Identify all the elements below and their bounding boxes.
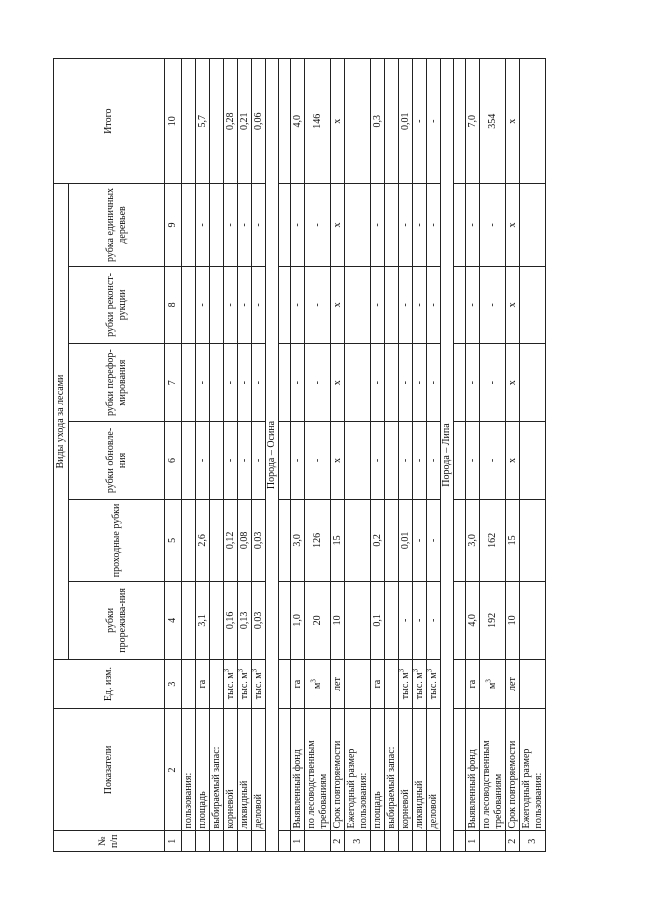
row-unit: га xyxy=(291,659,305,709)
row-number: 2 xyxy=(506,831,520,852)
header-type-reformation: рубки перефор-мирования xyxy=(69,344,165,422)
row-value: 162 xyxy=(480,499,506,581)
row-value: 2,6 xyxy=(196,499,210,581)
row-value: х xyxy=(331,184,345,266)
table-row xyxy=(224,59,238,852)
row-value: 0,1 xyxy=(371,581,385,659)
row-value: - xyxy=(427,581,441,659)
row-value xyxy=(210,184,224,266)
section-row xyxy=(266,59,279,852)
row-value: - xyxy=(413,266,427,344)
spacer-cell xyxy=(454,344,466,422)
row-value xyxy=(385,422,399,500)
row-value xyxy=(520,499,546,581)
row-value: - xyxy=(399,184,413,266)
row-value xyxy=(210,422,224,500)
table-row xyxy=(427,59,441,852)
row-number xyxy=(385,831,399,852)
row-value: - xyxy=(291,344,305,422)
spacer-cell xyxy=(454,831,466,852)
row-total xyxy=(520,59,546,184)
row-number: 2 xyxy=(331,831,345,852)
section-title: Порода – Осина xyxy=(266,59,279,852)
row-value: - xyxy=(252,266,266,344)
row-value: - xyxy=(196,344,210,422)
row-unit: тыс. $м^3$ xyxy=(238,659,252,709)
spacer-cell xyxy=(454,59,466,184)
row-value: - xyxy=(238,184,252,266)
row-value: 10 xyxy=(331,581,345,659)
row-value: - xyxy=(427,266,441,344)
row-total: 0,06 xyxy=(252,59,266,184)
row-indicator: площадь xyxy=(196,709,210,831)
row-value: - xyxy=(371,344,385,422)
table-row xyxy=(466,59,480,852)
row-value: - xyxy=(238,422,252,500)
row-value xyxy=(520,581,546,659)
row-unit: $м^3$ xyxy=(480,659,506,709)
row-value: - xyxy=(291,184,305,266)
row-value xyxy=(520,344,546,422)
col-number: 5 xyxy=(165,499,182,581)
row-value: - xyxy=(224,266,238,344)
row-unit: тыс. $м^3$ xyxy=(427,659,441,709)
row-value xyxy=(182,266,196,344)
row-number xyxy=(224,831,238,852)
header-indicator: Показатели xyxy=(54,709,165,831)
col-number: 10 xyxy=(165,59,182,184)
row-total xyxy=(182,59,196,184)
row-value: - xyxy=(305,184,331,266)
row-value xyxy=(345,422,371,500)
row-value: - xyxy=(224,344,238,422)
row-number: 1 xyxy=(466,831,480,852)
spacer-row xyxy=(454,59,466,852)
table-row xyxy=(345,59,371,852)
spacer-cell xyxy=(454,581,466,659)
row-indicator: деловой xyxy=(252,709,266,831)
table-row xyxy=(331,59,345,852)
row-value: - xyxy=(413,184,427,266)
row-value xyxy=(345,499,371,581)
spacer-cell xyxy=(454,266,466,344)
row-value xyxy=(182,581,196,659)
header-type-reconstruction: рубки реконст-рукции xyxy=(69,266,165,344)
row-value: 126 xyxy=(305,499,331,581)
col-number: 6 xyxy=(165,422,182,500)
spacer-cell xyxy=(279,659,291,709)
row-value xyxy=(210,344,224,422)
row-value: 0,2 xyxy=(371,499,385,581)
row-unit xyxy=(210,659,224,709)
row-value: - xyxy=(427,422,441,500)
row-value: - xyxy=(224,184,238,266)
row-value: 0,13 xyxy=(238,581,252,659)
row-indicator: по лесоводственным требованиям xyxy=(480,709,506,831)
header-no: № п/п xyxy=(54,831,165,852)
row-value xyxy=(385,581,399,659)
row-indicator: ликвидный xyxy=(238,709,252,831)
spacer-cell xyxy=(454,709,466,831)
row-value: х xyxy=(506,344,520,422)
row-number xyxy=(480,831,506,852)
table-row xyxy=(480,59,506,852)
col-number: 1 xyxy=(165,831,182,852)
row-indicator: Выявленный фонд xyxy=(291,709,305,831)
row-value: 0,03 xyxy=(252,499,266,581)
table-row xyxy=(305,59,331,852)
spacer-cell xyxy=(279,831,291,852)
row-value: 15 xyxy=(506,499,520,581)
row-total: 0,3 xyxy=(371,59,385,184)
spacer-cell xyxy=(279,499,291,581)
row-value: - xyxy=(371,266,385,344)
section-title: Порода – Липа xyxy=(441,59,454,852)
row-value: 3,0 xyxy=(466,499,480,581)
row-value: 3,1 xyxy=(196,581,210,659)
row-value: - xyxy=(196,266,210,344)
row-unit: га xyxy=(466,659,480,709)
row-value: - xyxy=(238,266,252,344)
row-total xyxy=(210,59,224,184)
row-value: - xyxy=(480,344,506,422)
table-row xyxy=(196,59,210,852)
row-number xyxy=(210,831,224,852)
row-value xyxy=(385,499,399,581)
row-value: 0,12 xyxy=(224,499,238,581)
row-unit: тыс. $м^3$ xyxy=(413,659,427,709)
row-value: х xyxy=(331,266,345,344)
row-value: 15 xyxy=(331,499,345,581)
row-unit: тыс. $м^3$ xyxy=(252,659,266,709)
header-type-single-trees: рубка единичных деревьев xyxy=(69,184,165,266)
row-total: 0,28 xyxy=(224,59,238,184)
spacer-cell xyxy=(279,581,291,659)
row-indicator: Ежегодный размер пользования: xyxy=(345,709,371,831)
table-row xyxy=(252,59,266,852)
col-number: 9 xyxy=(165,184,182,266)
row-number xyxy=(427,831,441,852)
row-value xyxy=(345,184,371,266)
row-value: - xyxy=(252,344,266,422)
table-row xyxy=(210,59,224,852)
row-total: 354 xyxy=(480,59,506,184)
row-value: - xyxy=(252,184,266,266)
row-value: - xyxy=(305,344,331,422)
row-total: 4,0 xyxy=(291,59,305,184)
row-value xyxy=(210,499,224,581)
row-value xyxy=(385,266,399,344)
row-value: - xyxy=(224,422,238,500)
row-total: х xyxy=(506,59,520,184)
row-value: 10 xyxy=(506,581,520,659)
row-value: - xyxy=(427,344,441,422)
row-indicator: выбираемый запас: xyxy=(210,709,224,831)
row-number xyxy=(305,831,331,852)
row-number xyxy=(399,831,413,852)
row-value: - xyxy=(413,581,427,659)
row-unit: лет xyxy=(506,659,520,709)
header-type-passage: проходные рубки xyxy=(69,499,165,581)
table-row xyxy=(520,59,546,852)
row-value: - xyxy=(399,422,413,500)
row-total: - xyxy=(427,59,441,184)
row-number xyxy=(196,831,210,852)
row-total: 0,01 xyxy=(399,59,413,184)
row-value: - xyxy=(480,266,506,344)
row-number: 3 xyxy=(345,831,371,852)
row-value: - xyxy=(427,499,441,581)
row-value: - xyxy=(252,422,266,500)
row-value xyxy=(520,184,546,266)
row-value xyxy=(182,422,196,500)
header-unit: Ед. изм. xyxy=(54,659,165,709)
row-value: х xyxy=(506,184,520,266)
col-number: 7 xyxy=(165,344,182,422)
column-numbers-row xyxy=(165,59,182,852)
row-number xyxy=(182,831,196,852)
section-row xyxy=(441,59,454,852)
header-total: Итого xyxy=(54,59,165,184)
row-value: 4,0 xyxy=(466,581,480,659)
row-value: - xyxy=(291,266,305,344)
row-value: - xyxy=(305,422,331,500)
spacer-cell xyxy=(279,422,291,500)
row-value: 0,08 xyxy=(238,499,252,581)
row-indicator: Срок повторяемости xyxy=(331,709,345,831)
row-indicator: площадь xyxy=(371,709,385,831)
row-value: - xyxy=(399,266,413,344)
row-value: - xyxy=(480,184,506,266)
row-unit xyxy=(345,659,371,709)
row-unit xyxy=(520,659,546,709)
col-number: 2 xyxy=(165,709,182,831)
spacer-row xyxy=(279,59,291,852)
row-value xyxy=(520,422,546,500)
table-row xyxy=(506,59,520,852)
row-indicator: Выявленный фонд xyxy=(466,709,480,831)
row-value xyxy=(210,266,224,344)
row-value: 0,01 xyxy=(399,499,413,581)
spacer-cell xyxy=(454,184,466,266)
row-total xyxy=(345,59,371,184)
row-indicator: корневой xyxy=(224,709,238,831)
row-indicator: пользования: xyxy=(182,709,196,831)
row-indicator: выбираемый запас: xyxy=(385,709,399,831)
table-row xyxy=(371,59,385,852)
spacer-cell xyxy=(279,59,291,184)
spacer-cell xyxy=(454,422,466,500)
row-indicator: Ежегодный размер пользования: xyxy=(520,709,546,831)
row-value xyxy=(210,581,224,659)
row-value: - xyxy=(413,499,427,581)
header-type-renewal: рубки обновле-ния xyxy=(69,422,165,500)
row-value: 3,0 xyxy=(291,499,305,581)
row-value: - xyxy=(371,184,385,266)
row-value: х xyxy=(506,422,520,500)
row-indicator: корневой xyxy=(399,709,413,831)
row-total: 0,21 xyxy=(238,59,252,184)
row-unit: тыс. $м^3$ xyxy=(224,659,238,709)
row-value: - xyxy=(413,422,427,500)
row-value: х xyxy=(331,422,345,500)
spacer-cell xyxy=(454,499,466,581)
row-value: 1,0 xyxy=(291,581,305,659)
row-unit: тыс. $м^3$ xyxy=(399,659,413,709)
row-value xyxy=(345,344,371,422)
row-value: х xyxy=(331,344,345,422)
row-value: - xyxy=(196,184,210,266)
spacer-cell xyxy=(279,709,291,831)
header-type-thinning: рубки прорежива-ния xyxy=(69,581,165,659)
header-care-types: Виды ухода за лесами xyxy=(54,184,69,659)
row-value: - xyxy=(399,581,413,659)
row-value: - xyxy=(371,422,385,500)
row-value xyxy=(345,581,371,659)
col-number: 8 xyxy=(165,266,182,344)
row-total xyxy=(385,59,399,184)
row-value: - xyxy=(196,422,210,500)
row-value: - xyxy=(466,266,480,344)
row-value: - xyxy=(480,422,506,500)
row-value: 0,03 xyxy=(252,581,266,659)
table-row xyxy=(238,59,252,852)
spacer-cell xyxy=(279,344,291,422)
row-indicator: ликвидный xyxy=(413,709,427,831)
row-value: - xyxy=(291,422,305,500)
table-row xyxy=(413,59,427,852)
row-number: 1 xyxy=(291,831,305,852)
row-value: - xyxy=(413,344,427,422)
row-value xyxy=(345,266,371,344)
row-total: х xyxy=(331,59,345,184)
table-row xyxy=(182,59,196,852)
spacer-cell xyxy=(279,266,291,344)
table-row xyxy=(385,59,399,852)
row-number xyxy=(238,831,252,852)
row-indicator: Срок повторяемости xyxy=(506,709,520,831)
row-value: х xyxy=(506,266,520,344)
row-number xyxy=(413,831,427,852)
row-value: - xyxy=(427,184,441,266)
row-value: - xyxy=(399,344,413,422)
col-number: 4 xyxy=(165,581,182,659)
spacer-cell xyxy=(454,659,466,709)
row-value: - xyxy=(466,344,480,422)
rotated-page xyxy=(53,58,647,852)
row-value: - xyxy=(466,184,480,266)
row-unit: $м^3$ xyxy=(305,659,331,709)
row-total: 5,7 xyxy=(196,59,210,184)
table-row xyxy=(399,59,413,852)
row-value xyxy=(385,184,399,266)
row-total: 7,0 xyxy=(466,59,480,184)
row-total: - xyxy=(413,59,427,184)
row-unit xyxy=(182,659,196,709)
col-number: 3 xyxy=(165,659,182,709)
row-value xyxy=(182,499,196,581)
row-number xyxy=(252,831,266,852)
spacer-cell xyxy=(279,184,291,266)
row-value xyxy=(182,184,196,266)
row-value: - xyxy=(466,422,480,500)
row-value: 192 xyxy=(480,581,506,659)
row-number xyxy=(371,831,385,852)
row-unit xyxy=(385,659,399,709)
row-total: 146 xyxy=(305,59,331,184)
row-number: 3 xyxy=(520,831,546,852)
row-value: 0,16 xyxy=(224,581,238,659)
row-value: 20 xyxy=(305,581,331,659)
row-value: - xyxy=(305,266,331,344)
row-indicator: деловой xyxy=(427,709,441,831)
row-value xyxy=(520,266,546,344)
row-unit: га xyxy=(371,659,385,709)
row-value: - xyxy=(238,344,252,422)
row-indicator: по лесоводственным требованиям xyxy=(305,709,331,831)
row-value xyxy=(182,344,196,422)
row-unit: лет xyxy=(331,659,345,709)
row-value xyxy=(385,344,399,422)
row-unit: га xyxy=(196,659,210,709)
table-row xyxy=(291,59,305,852)
forest-care-table xyxy=(53,58,546,852)
